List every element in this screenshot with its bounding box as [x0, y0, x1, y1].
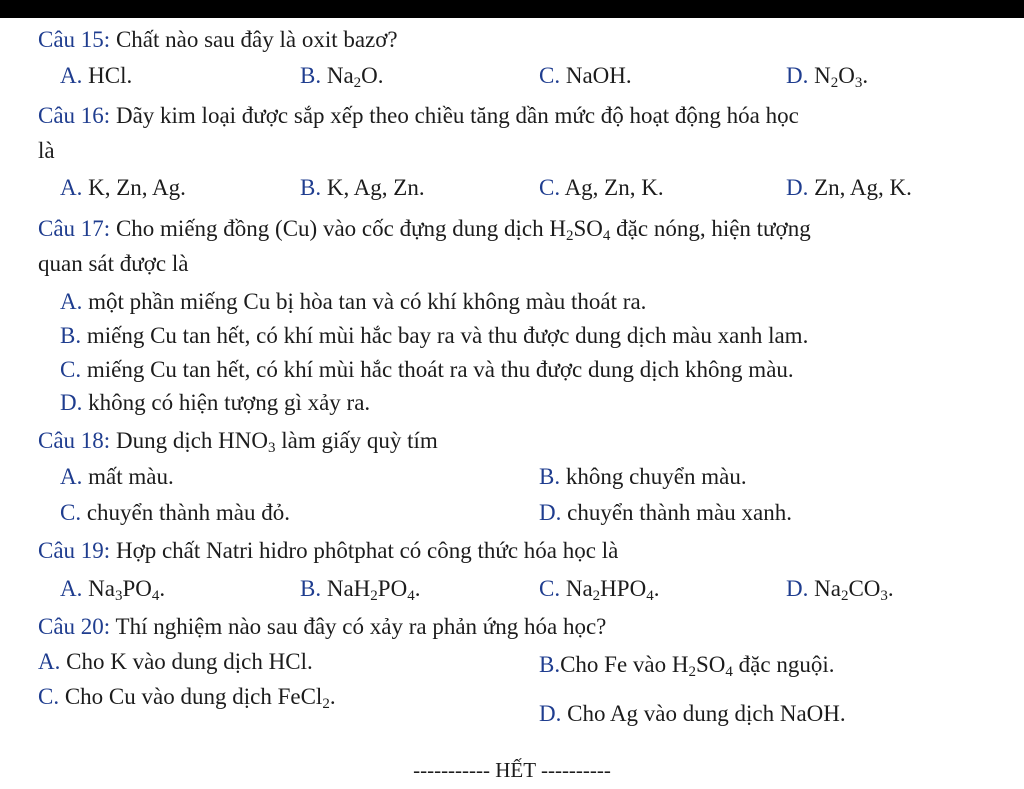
top-black-bar — [0, 0, 1024, 18]
question-16-line2: là — [38, 138, 55, 163]
q19-option-a: A. $Na_3PO_4$. — [60, 576, 166, 604]
q20-option-d: D. Cho Ag vào dung dịch NaOH. — [539, 701, 846, 726]
q18-option-a: A. mất màu. — [60, 464, 174, 489]
q17-option-b: B. miếng Cu tan hết, có khí mùi hắc bay ra và thu được dung dịch màu xanh lam. — [60, 323, 809, 348]
q18-option-c: C. chuyển thành màu đỏ. — [60, 500, 290, 525]
q15-option-c: C. NaOH. — [539, 63, 632, 88]
q16-option-a: A. K, Zn, Ag. — [60, 175, 186, 200]
question-16: Câu 16: Dãy kim loại được sắp xếp theo chiều tăng dần mức độ hoạt động hóa học — [38, 103, 799, 128]
q20-option-a: A. Cho K vào dung dịch HCl. — [38, 649, 313, 674]
end-marker: ----------- HẾT ---------- — [413, 758, 611, 782]
q16-option-d: D. Zn, Ag, K. — [786, 175, 912, 200]
q16-option-c: C. Ag, Zn, K. — [539, 175, 664, 200]
q15-option-b: B. $Na_2O$. — [300, 63, 384, 91]
q19-option-b: B. $NaH_2PO_4$. — [300, 576, 421, 604]
q17-option-a: A. một phần miếng Cu bị hòa tan và có khí không màu thoát ra. — [60, 289, 647, 314]
q17-option-d: D. không có hiện tượng gì xảy ra. — [60, 390, 371, 415]
question-15: Câu 15: Chất nào sau đây là oxit bazơ? — [38, 27, 398, 52]
q16-option-b: B. K, Ag, Zn. — [300, 175, 425, 200]
question-20: Câu 20: Thí nghiệm nào sau đây có xảy ra phản ứng hóa học? — [38, 614, 607, 639]
q15-option-d: D. $N_2O_3$. — [786, 63, 869, 91]
question-17: Câu 17: Cho miếng đồng (Cu) vào cốc đựng dung dịch $H_2SO_4$ đặc nóng, hiện tượng — [38, 216, 811, 244]
q17-option-c: C. miếng Cu tan hết, có khí mùi hắc thoát ra và thu được dung dịch không màu. — [60, 357, 794, 382]
question-19: Câu 19: Hợp chất Natri hidro phôtphat có công thức hóa học là — [38, 538, 619, 563]
q18-option-b: B. không chuyển màu. — [539, 464, 747, 489]
q19-option-d: D. $Na_2CO_3$. — [786, 576, 894, 604]
q20-option-c: C. Cho Cu vào dung dịch FeCl$_2$. — [38, 684, 336, 712]
question-17-line2: quan sát được là — [38, 251, 189, 276]
q15-option-a: A. HCl. — [60, 63, 133, 88]
q19-option-c: C. $Na_2HPO_4$. — [539, 576, 660, 604]
q20-option-b: B.Cho Fe vào $H_2SO_4$ đặc nguội. — [539, 652, 835, 680]
question-18: Câu 18: Dung dịch $HNO_3$ làm giấy quỳ tím — [38, 428, 438, 456]
q18-option-d: D. chuyển thành màu xanh. — [539, 500, 792, 525]
